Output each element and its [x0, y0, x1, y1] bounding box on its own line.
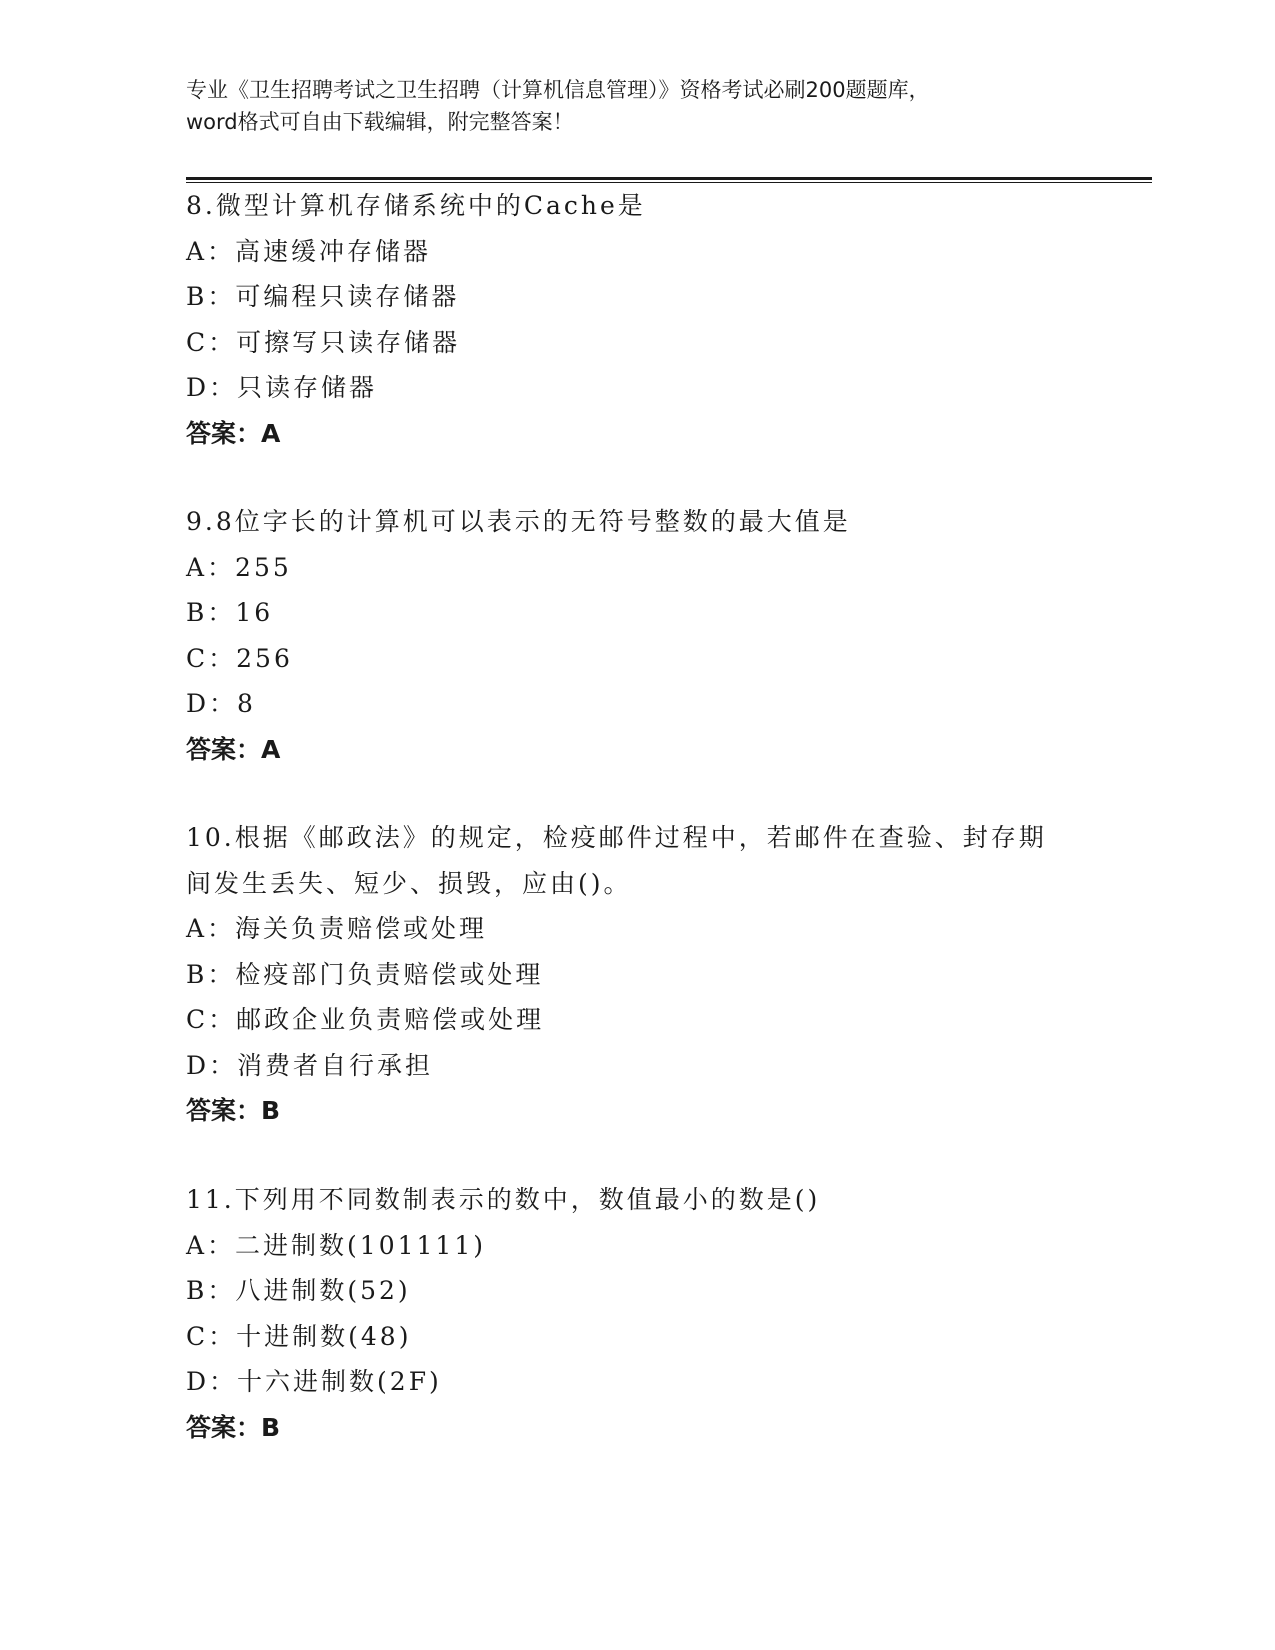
option-c: C：可擦写只读存储器 [186, 327, 461, 357]
option-a: A：二进制数(101111) [186, 1230, 486, 1260]
option-b: B：16 [186, 598, 274, 627]
option-b: B：可编程只读存储器 [186, 282, 460, 311]
option-c: C：邮政企业负责赔偿或处理 [186, 1005, 545, 1034]
answer-line: 答案：B [186, 1096, 281, 1125]
option-d: D：只读存储器 [186, 373, 378, 402]
answer-line: 答案：A [186, 418, 281, 448]
question-11 [186, 1177, 1106, 1450]
question-stem: 9.8位字长的计算机可以表示的无符号整数的最大值是 [186, 507, 851, 536]
answer-line: 答案：A [186, 734, 281, 764]
question-stem-line-2: 间发生丢失、短少、损毁，应由()。 [186, 868, 632, 898]
question-8 [186, 183, 1106, 456]
option-a: A：海关负责赔偿或处理 [186, 914, 488, 943]
question-stem: 11.下列用不同数制表示的数中，数值最小的数是() [186, 1185, 821, 1214]
question-stem-line-1: 10.根据《邮政法》的规定，检疫邮件过程中，若邮件在查验、封存期 [186, 823, 1047, 852]
answer-line: 答案：B [186, 1412, 281, 1442]
option-d: D：8 [186, 689, 256, 718]
option-d: D：消费者自行承担 [186, 1050, 434, 1080]
option-a: A：高速缓冲存储器 [186, 236, 432, 266]
option-c: C：256 [186, 643, 293, 673]
option-b: B：八进制数(52) [186, 1276, 411, 1305]
header-line-2: word格式可自由下载编辑，附完整答案！ [186, 110, 574, 134]
question-stem: 8.微型计算机存储系统中的Cache是 [186, 191, 646, 220]
header-line-1: 专业《卫生招聘考试之卫生招聘（计算机信息管理）》资格考试必刷200题题库， [186, 78, 930, 102]
document-header [186, 74, 1086, 138]
option-a: A：255 [186, 552, 292, 582]
option-d: D：十六进制数(2F) [186, 1367, 442, 1396]
question-9 [186, 499, 1106, 772]
option-b: B：检疫部门负责赔偿或处理 [186, 959, 544, 989]
question-10 [186, 815, 1106, 1134]
option-c: C：十进制数(48) [186, 1321, 412, 1351]
header-divider-thick [186, 177, 1152, 180]
